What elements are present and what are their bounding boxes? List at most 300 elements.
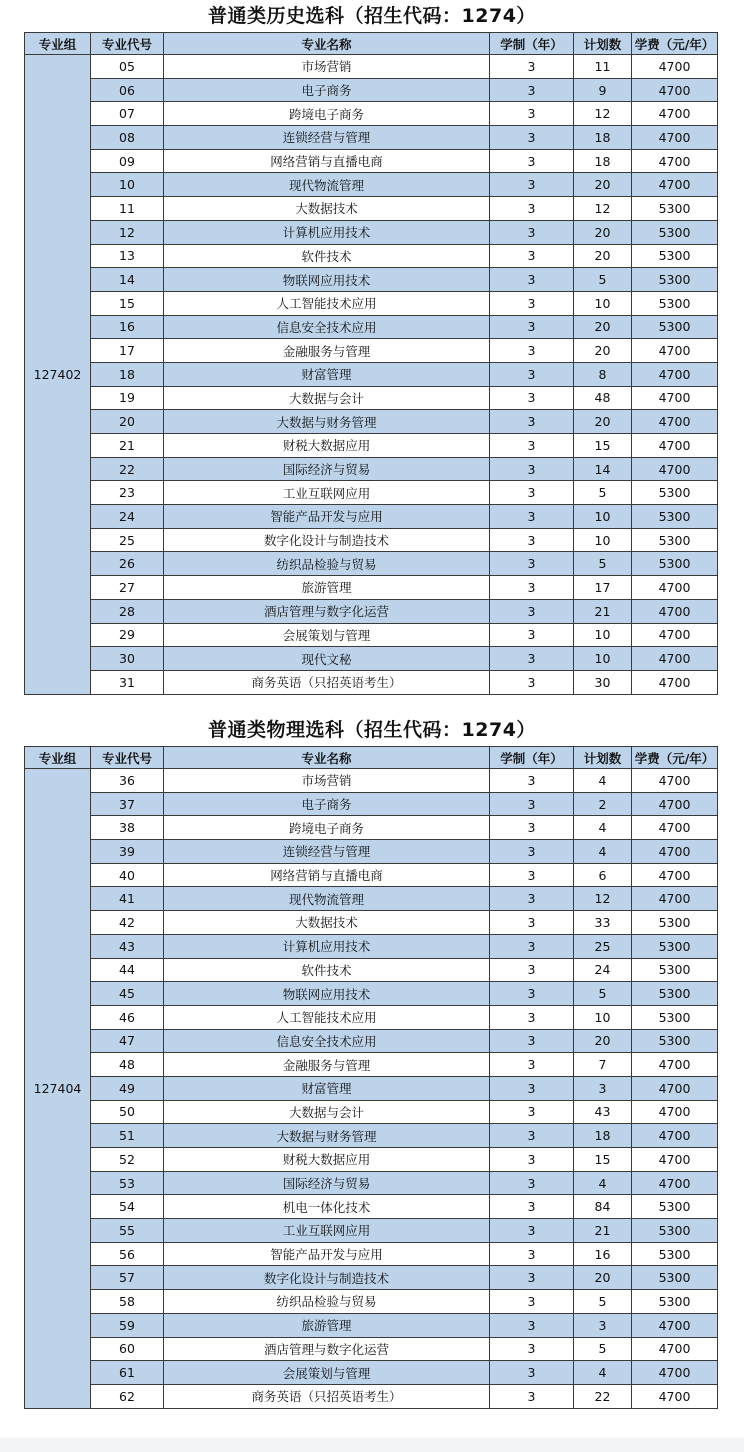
plan-count-cell: 4: [574, 816, 632, 840]
major-name-cell: 纺织品检验与贸易: [164, 552, 490, 576]
major-code-cell: 41: [91, 887, 164, 911]
plan-count-cell: 33: [574, 911, 632, 935]
duration-cell: 3: [490, 1076, 574, 1100]
tuition-cell: 4700: [632, 1313, 718, 1337]
major-name-cell: 工业互联网应用: [164, 1219, 490, 1243]
tuition-cell: 4700: [632, 339, 718, 363]
major-name-cell: 跨境电子商务: [164, 816, 490, 840]
major-code-cell: 58: [91, 1290, 164, 1314]
table-row: [25, 1313, 718, 1337]
duration-cell: 3: [490, 528, 574, 552]
major-code-cell: 54: [91, 1195, 164, 1219]
duration-cell: 3: [490, 315, 574, 339]
table-row: [25, 623, 718, 647]
major-name-cell: 旅游管理: [164, 576, 490, 600]
tuition-cell: 4700: [632, 173, 718, 197]
major-name-cell: 现代物流管理: [164, 887, 490, 911]
duration-cell: 3: [490, 1242, 574, 1266]
duration-cell: 3: [490, 386, 574, 410]
table-row: [25, 934, 718, 958]
major-code-cell: 27: [91, 576, 164, 600]
footer-strip: [0, 1438, 744, 1452]
plan-count-cell: 8: [574, 362, 632, 386]
plan-count-cell: 9: [574, 78, 632, 102]
plan-count-cell: 48: [574, 386, 632, 410]
history-section: [0, 0, 744, 695]
major-code-cell: 62: [91, 1384, 164, 1408]
plan-count-cell: 10: [574, 1005, 632, 1029]
plan-count-cell: 4: [574, 1361, 632, 1385]
plan-count-cell: 10: [574, 528, 632, 552]
plan-count-cell: 18: [574, 1124, 632, 1148]
duration-cell: 3: [490, 434, 574, 458]
major-code-cell: 08: [91, 126, 164, 150]
plan-count-cell: 5: [574, 268, 632, 292]
table-row: [25, 840, 718, 864]
major-code-cell: 56: [91, 1242, 164, 1266]
duration-cell: 3: [490, 1337, 574, 1361]
plan-count-cell: 5: [574, 1337, 632, 1361]
plan-count-cell: 5: [574, 1290, 632, 1314]
tuition-cell: 4700: [632, 1384, 718, 1408]
major-code-cell: 05: [91, 55, 164, 79]
major-name-cell: 财富管理: [164, 362, 490, 386]
tuition-cell: 5300: [632, 1290, 718, 1314]
duration-cell: 3: [490, 173, 574, 197]
duration-cell: 3: [490, 1148, 574, 1172]
major-code-cell: 20: [91, 410, 164, 434]
plan-count-cell: 15: [574, 434, 632, 458]
tuition-cell: 4700: [632, 102, 718, 126]
tuition-cell: 4700: [632, 410, 718, 434]
plan-count-cell: 5: [574, 552, 632, 576]
major-name-cell: 智能产品开发与应用: [164, 505, 490, 529]
major-name-cell: 酒店管理与数字化运营: [164, 1337, 490, 1361]
duration-cell: 3: [490, 887, 574, 911]
major-name-cell: 会展策划与管理: [164, 1361, 490, 1385]
major-name-cell: 网络营销与直播电商: [164, 863, 490, 887]
tuition-cell: 4700: [632, 126, 718, 150]
tuition-cell: 4700: [632, 434, 718, 458]
plan-count-cell: 22: [574, 1384, 632, 1408]
table-row: [25, 173, 718, 197]
physics-enrollment-table: [24, 746, 718, 1409]
tuition-cell: 4700: [632, 1100, 718, 1124]
duration-cell: 3: [490, 197, 574, 221]
tuition-cell: 5300: [632, 505, 718, 529]
table-row: [25, 863, 718, 887]
major-name-cell: 纺织品检验与贸易: [164, 1290, 490, 1314]
plan-count-cell: 24: [574, 958, 632, 982]
major-code-cell: 52: [91, 1148, 164, 1172]
plan-count-cell: 20: [574, 315, 632, 339]
tuition-cell: 4700: [632, 55, 718, 79]
table-row: [25, 149, 718, 173]
tuition-cell: 4700: [632, 1361, 718, 1385]
major-code-cell: 50: [91, 1100, 164, 1124]
tuition-cell: 4700: [632, 457, 718, 481]
major-name-cell: 财税大数据应用: [164, 1148, 490, 1172]
tuition-cell: 4700: [632, 1337, 718, 1361]
plan-count-cell: 20: [574, 244, 632, 268]
major-code-cell: 46: [91, 1005, 164, 1029]
header-years: 学制（年）: [490, 747, 574, 769]
tuition-cell: 4700: [632, 623, 718, 647]
major-name-cell: 大数据与财务管理: [164, 1124, 490, 1148]
table-row: [25, 362, 718, 386]
major-name-cell: 国际经济与贸易: [164, 457, 490, 481]
major-code-cell: 61: [91, 1361, 164, 1385]
major-name-cell: 金融服务与管理: [164, 339, 490, 363]
major-code-cell: 17: [91, 339, 164, 363]
header-name: 专业名称: [164, 33, 490, 55]
duration-cell: 3: [490, 911, 574, 935]
plan-count-cell: 4: [574, 769, 632, 793]
duration-cell: 3: [490, 958, 574, 982]
plan-count-cell: 20: [574, 220, 632, 244]
table-row: [25, 244, 718, 268]
plan-count-cell: 84: [574, 1195, 632, 1219]
major-code-cell: 40: [91, 863, 164, 887]
major-name-cell: 网络营销与直播电商: [164, 149, 490, 173]
table-row: [25, 982, 718, 1006]
table-header-row: [25, 747, 718, 769]
plan-count-cell: 7: [574, 1053, 632, 1077]
plan-count-cell: 17: [574, 576, 632, 600]
tuition-cell: 4700: [632, 670, 718, 694]
plan-count-cell: 18: [574, 126, 632, 150]
tuition-cell: 4700: [632, 362, 718, 386]
table-row: [25, 339, 718, 363]
tuition-cell: 5300: [632, 244, 718, 268]
major-name-cell: 商务英语（只招英语考生）: [164, 670, 490, 694]
major-name-cell: 软件技术: [164, 244, 490, 268]
tuition-cell: 4700: [632, 792, 718, 816]
major-name-cell: 计算机应用技术: [164, 934, 490, 958]
major-name-cell: 信息安全技术应用: [164, 315, 490, 339]
tuition-cell: 5300: [632, 197, 718, 221]
duration-cell: 3: [490, 934, 574, 958]
duration-cell: 3: [490, 505, 574, 529]
duration-cell: 3: [490, 863, 574, 887]
major-code-cell: 36: [91, 769, 164, 793]
major-name-cell: 酒店管理与数字化运营: [164, 599, 490, 623]
header-plan: 计划数: [574, 33, 632, 55]
duration-cell: 3: [490, 1195, 574, 1219]
tuition-cell: 4700: [632, 1124, 718, 1148]
major-name-cell: 软件技术: [164, 958, 490, 982]
major-code-cell: 10: [91, 173, 164, 197]
table-row: [25, 410, 718, 434]
major-code-cell: 45: [91, 982, 164, 1006]
duration-cell: 3: [490, 552, 574, 576]
duration-cell: 3: [490, 769, 574, 793]
major-name-cell: 信息安全技术应用: [164, 1029, 490, 1053]
major-name-cell: 国际经济与贸易: [164, 1171, 490, 1195]
major-name-cell: 电子商务: [164, 792, 490, 816]
duration-cell: 3: [490, 244, 574, 268]
table-row: [25, 1005, 718, 1029]
group-code-cell: 127404: [25, 769, 91, 1409]
plan-count-cell: 20: [574, 1029, 632, 1053]
duration-cell: 3: [490, 1029, 574, 1053]
duration-cell: 3: [490, 1005, 574, 1029]
duration-cell: 3: [490, 982, 574, 1006]
tuition-cell: 5300: [632, 911, 718, 935]
plan-count-cell: 43: [574, 1100, 632, 1124]
table-row: [25, 647, 718, 671]
major-name-cell: 数字化设计与制造技术: [164, 528, 490, 552]
major-name-cell: 大数据技术: [164, 911, 490, 935]
duration-cell: 3: [490, 126, 574, 150]
major-code-cell: 37: [91, 792, 164, 816]
plan-count-cell: 10: [574, 647, 632, 671]
header-plan: 计划数: [574, 747, 632, 769]
tuition-cell: 4700: [632, 647, 718, 671]
header-years: 学制（年）: [490, 33, 574, 55]
table-row: [25, 1219, 718, 1243]
physics-section: [0, 714, 744, 1409]
table-row: [25, 1124, 718, 1148]
table-row: [25, 1290, 718, 1314]
plan-count-cell: 3: [574, 1076, 632, 1100]
major-code-cell: 59: [91, 1313, 164, 1337]
major-code-cell: 12: [91, 220, 164, 244]
major-code-cell: 49: [91, 1076, 164, 1100]
table-row: [25, 505, 718, 529]
table-row: [25, 816, 718, 840]
table-row: [25, 1337, 718, 1361]
tuition-cell: 5300: [632, 528, 718, 552]
table-row: [25, 887, 718, 911]
duration-cell: 3: [490, 220, 574, 244]
table-row: [25, 126, 718, 150]
plan-count-cell: 30: [574, 670, 632, 694]
table-row: [25, 197, 718, 221]
major-name-cell: 跨境电子商务: [164, 102, 490, 126]
plan-count-cell: 25: [574, 934, 632, 958]
duration-cell: 3: [490, 599, 574, 623]
duration-cell: 3: [490, 1361, 574, 1385]
major-code-cell: 30: [91, 647, 164, 671]
plan-count-cell: 20: [574, 339, 632, 363]
duration-cell: 3: [490, 102, 574, 126]
duration-cell: 3: [490, 481, 574, 505]
major-name-cell: 连锁经营与管理: [164, 840, 490, 864]
major-code-cell: 44: [91, 958, 164, 982]
major-code-cell: 31: [91, 670, 164, 694]
physics-table-body: [25, 769, 718, 1409]
plan-count-cell: 20: [574, 1266, 632, 1290]
plan-count-cell: 20: [574, 410, 632, 434]
plan-count-cell: 11: [574, 55, 632, 79]
table-row: [25, 1053, 718, 1077]
history-table-body: [25, 55, 718, 695]
duration-cell: 3: [490, 670, 574, 694]
tuition-cell: 5300: [632, 552, 718, 576]
tuition-cell: 5300: [632, 982, 718, 1006]
major-code-cell: 42: [91, 911, 164, 935]
tuition-cell: 4700: [632, 816, 718, 840]
duration-cell: 3: [490, 576, 574, 600]
major-code-cell: 47: [91, 1029, 164, 1053]
table-row: [25, 291, 718, 315]
duration-cell: 3: [490, 78, 574, 102]
plan-count-cell: 12: [574, 197, 632, 221]
major-name-cell: 大数据与会计: [164, 386, 490, 410]
tuition-cell: 5300: [632, 934, 718, 958]
table-row: [25, 1100, 718, 1124]
table-row: [25, 315, 718, 339]
duration-cell: 3: [490, 362, 574, 386]
major-code-cell: 19: [91, 386, 164, 410]
tuition-cell: 4700: [632, 149, 718, 173]
table-row: [25, 457, 718, 481]
plan-count-cell: 10: [574, 623, 632, 647]
plan-count-cell: 2: [574, 792, 632, 816]
tuition-cell: 5300: [632, 220, 718, 244]
major-name-cell: 物联网应用技术: [164, 268, 490, 292]
major-name-cell: 物联网应用技术: [164, 982, 490, 1006]
plan-count-cell: 5: [574, 481, 632, 505]
duration-cell: 3: [490, 55, 574, 79]
major-name-cell: 财富管理: [164, 1076, 490, 1100]
table-row: [25, 481, 718, 505]
major-code-cell: 25: [91, 528, 164, 552]
duration-cell: 3: [490, 149, 574, 173]
table-row: [25, 1148, 718, 1172]
header-group: 专业组: [25, 33, 91, 55]
major-name-cell: 现代文秘: [164, 647, 490, 671]
plan-count-cell: 18: [574, 149, 632, 173]
duration-cell: 3: [490, 816, 574, 840]
major-code-cell: 39: [91, 840, 164, 864]
plan-count-cell: 20: [574, 173, 632, 197]
major-name-cell: 现代物流管理: [164, 173, 490, 197]
header-code: 专业代号: [91, 33, 164, 55]
major-name-cell: 会展策划与管理: [164, 623, 490, 647]
duration-cell: 3: [490, 1384, 574, 1408]
plan-count-cell: 21: [574, 1219, 632, 1243]
table-row: [25, 528, 718, 552]
table-row: [25, 1195, 718, 1219]
tuition-cell: 5300: [632, 481, 718, 505]
plan-count-cell: 12: [574, 102, 632, 126]
tuition-cell: 4700: [632, 1148, 718, 1172]
table-row: [25, 386, 718, 410]
duration-cell: 3: [490, 1219, 574, 1243]
tuition-cell: 5300: [632, 1266, 718, 1290]
major-name-cell: 旅游管理: [164, 1313, 490, 1337]
plan-count-cell: 6: [574, 863, 632, 887]
plan-count-cell: 16: [574, 1242, 632, 1266]
major-code-cell: 18: [91, 362, 164, 386]
table-row: [25, 576, 718, 600]
duration-cell: 3: [490, 1053, 574, 1077]
duration-cell: 3: [490, 1100, 574, 1124]
table-row: [25, 268, 718, 292]
tuition-cell: 5300: [632, 1242, 718, 1266]
major-code-cell: 57: [91, 1266, 164, 1290]
plan-count-cell: 3: [574, 1313, 632, 1337]
major-name-cell: 大数据与财务管理: [164, 410, 490, 434]
plan-count-cell: 15: [574, 1148, 632, 1172]
major-name-cell: 连锁经营与管理: [164, 126, 490, 150]
plan-count-cell: 4: [574, 1171, 632, 1195]
duration-cell: 3: [490, 647, 574, 671]
tuition-cell: 4700: [632, 386, 718, 410]
major-code-cell: 24: [91, 505, 164, 529]
plan-count-cell: 5: [574, 982, 632, 1006]
major-code-cell: 15: [91, 291, 164, 315]
major-name-cell: 人工智能技术应用: [164, 291, 490, 315]
major-code-cell: 23: [91, 481, 164, 505]
duration-cell: 3: [490, 840, 574, 864]
major-code-cell: 29: [91, 623, 164, 647]
plan-count-cell: 12: [574, 887, 632, 911]
major-name-cell: 商务英语（只招英语考生）: [164, 1384, 490, 1408]
major-name-cell: 财税大数据应用: [164, 434, 490, 458]
tuition-cell: 4700: [632, 78, 718, 102]
major-name-cell: 市场营销: [164, 769, 490, 793]
duration-cell: 3: [490, 623, 574, 647]
tuition-cell: 5300: [632, 1195, 718, 1219]
major-code-cell: 60: [91, 1337, 164, 1361]
tuition-cell: 4700: [632, 1076, 718, 1100]
header-code: 专业代号: [91, 747, 164, 769]
major-code-cell: 07: [91, 102, 164, 126]
physics-table-title: 普通类物理选科（招生代码：1274）: [208, 719, 536, 741]
table-row: [25, 599, 718, 623]
plan-count-cell: 10: [574, 505, 632, 529]
header-fee: 学费（元/年）: [632, 747, 718, 769]
table-row: [25, 1076, 718, 1100]
history-enrollment-table: [24, 32, 718, 695]
tuition-cell: 4700: [632, 887, 718, 911]
table-row: [25, 911, 718, 935]
major-code-cell: 26: [91, 552, 164, 576]
duration-cell: 3: [490, 1171, 574, 1195]
table-row: [25, 55, 718, 79]
major-code-cell: 06: [91, 78, 164, 102]
major-code-cell: 11: [91, 197, 164, 221]
major-code-cell: 09: [91, 149, 164, 173]
major-code-cell: 22: [91, 457, 164, 481]
tuition-cell: 4700: [632, 576, 718, 600]
table-row: [25, 670, 718, 694]
tuition-cell: 5300: [632, 268, 718, 292]
tuition-cell: 4700: [632, 1171, 718, 1195]
table-row: [25, 1361, 718, 1385]
major-name-cell: 计算机应用技术: [164, 220, 490, 244]
table-row: [25, 220, 718, 244]
table-row: [25, 552, 718, 576]
tuition-cell: 5300: [632, 1029, 718, 1053]
major-code-cell: 13: [91, 244, 164, 268]
tuition-cell: 4700: [632, 769, 718, 793]
table-row: [25, 958, 718, 982]
major-name-cell: 电子商务: [164, 78, 490, 102]
major-code-cell: 48: [91, 1053, 164, 1077]
duration-cell: 3: [490, 339, 574, 363]
major-name-cell: 市场营销: [164, 55, 490, 79]
table-row: [25, 1384, 718, 1408]
major-code-cell: 21: [91, 434, 164, 458]
major-name-cell: 大数据与会计: [164, 1100, 490, 1124]
table-row: [25, 102, 718, 126]
duration-cell: 3: [490, 792, 574, 816]
table-row: [25, 78, 718, 102]
